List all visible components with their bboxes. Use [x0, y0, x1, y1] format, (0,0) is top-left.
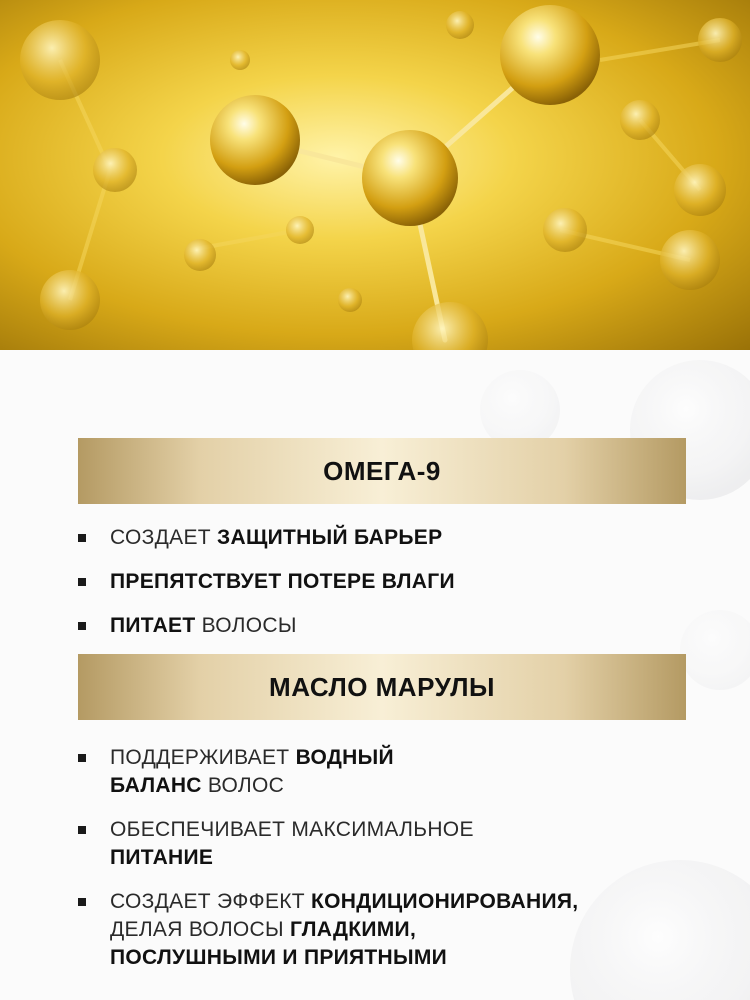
item-text: СОЗДАЕТ	[110, 526, 218, 549]
square-bullet-icon	[78, 826, 86, 834]
omega-9-section	[78, 438, 686, 656]
list-item	[78, 888, 686, 972]
bold-text: ЗАЩИТНЫЙ БАРЬЕР	[217, 526, 443, 549]
item-text: ПОДДЕРЖИВАЕТ	[110, 746, 296, 769]
square-bullet-icon	[78, 898, 86, 906]
item-text: ДЕЛАЯ ВОЛОСЫ	[110, 918, 291, 941]
list-item	[78, 744, 686, 800]
item-text: ВОЛОС	[201, 774, 285, 797]
bold-text: ПРЕПЯТСТВУЕТ ПОТЕРЕ ВЛАГИ	[110, 570, 455, 593]
omega-9-benefits-list	[78, 524, 686, 640]
item-text: СОЗДАЕТ ЭФФЕКТ	[110, 890, 312, 913]
marula-oil-section	[78, 654, 686, 988]
molecule-hero-image	[0, 0, 750, 350]
list-item	[78, 612, 686, 640]
square-bullet-icon	[78, 622, 86, 630]
bold-text: ПОСЛУШНЫМИ И ПРИЯТНЫМИ	[110, 946, 448, 969]
square-bullet-icon	[78, 754, 86, 762]
square-bullet-icon	[78, 578, 86, 586]
molecule-icon	[0, 0, 750, 350]
item-text: ВОЛОСЫ	[195, 614, 297, 637]
bold-text: КОНДИЦИОНИРОВАНИЯ,	[311, 890, 579, 913]
square-bullet-icon	[78, 534, 86, 542]
list-item	[78, 816, 686, 872]
bold-text: ПИТАЕТ	[110, 614, 196, 637]
item-text: ОБЕСПЕЧИВАЕТ МАКСИМАЛЬНОЕ	[110, 818, 474, 841]
marula-oil-benefits-list	[78, 744, 686, 972]
bold-text: ВОДНЫЙ	[295, 746, 394, 769]
list-item	[78, 524, 686, 552]
marula-oil-title-banner: МАСЛО МАРУЛЫ	[78, 654, 686, 720]
bold-text: ПИТАНИЕ	[110, 846, 214, 869]
omega-9-title-banner: ОМЕГА-9	[78, 438, 686, 504]
bold-text: ГЛАДКИМИ,	[290, 918, 417, 941]
bold-text: БАЛАНС	[110, 774, 202, 797]
list-item	[78, 568, 686, 596]
